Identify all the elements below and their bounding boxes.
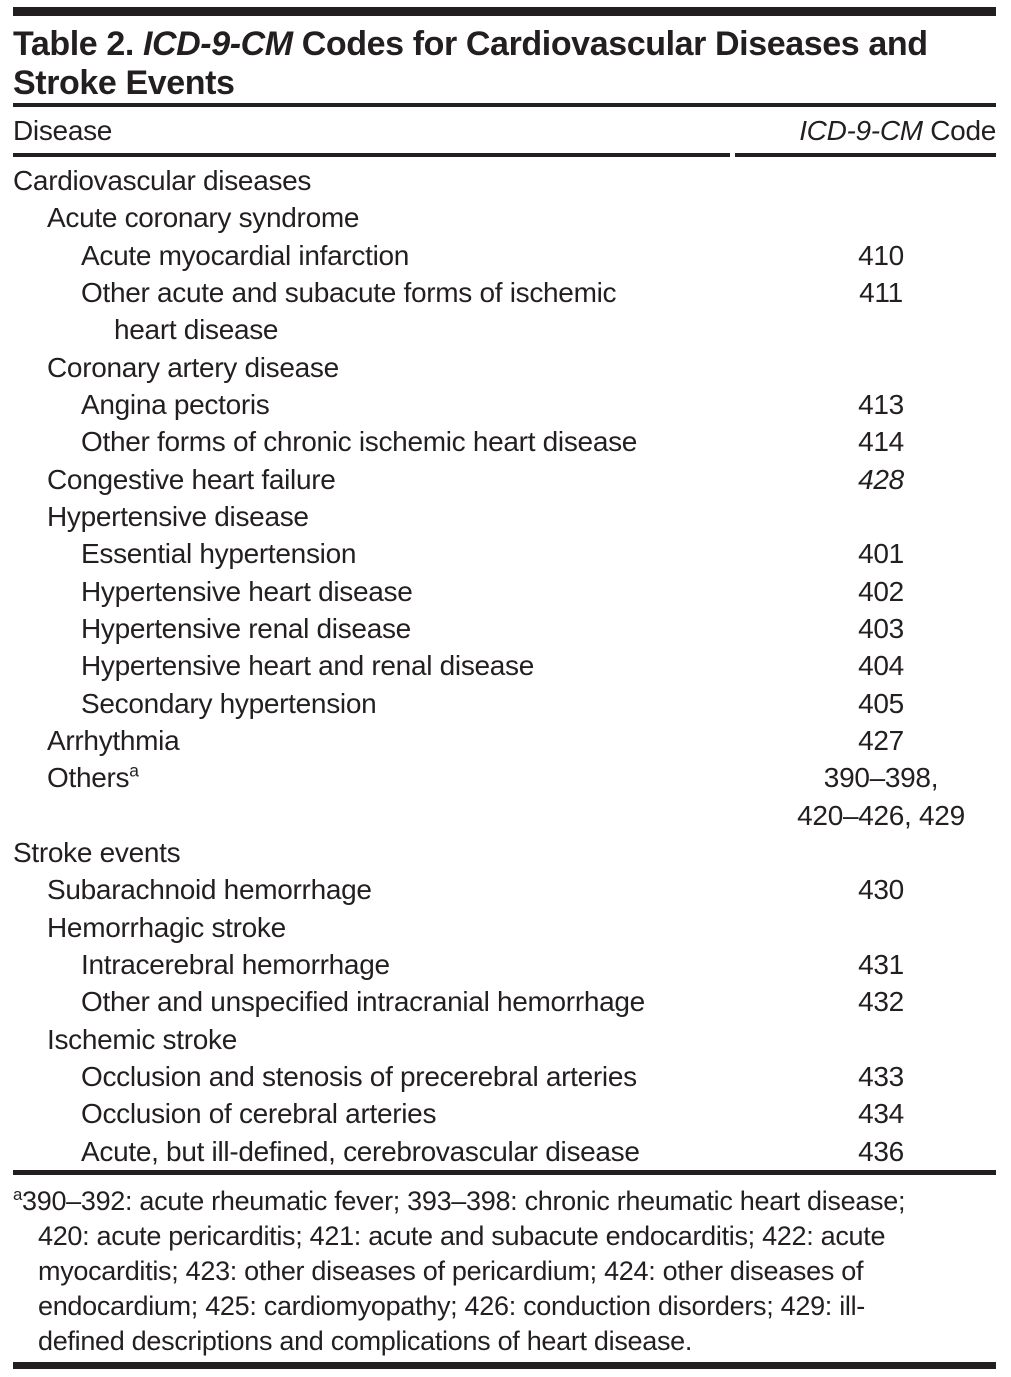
disease-cell	[13, 349, 766, 386]
table-row	[13, 1095, 996, 1132]
code-cell	[766, 610, 996, 647]
table-row	[13, 983, 996, 1020]
icd9-code: 404	[858, 650, 904, 682]
disease-cell	[13, 647, 766, 684]
table-row	[13, 162, 996, 199]
table-row	[13, 274, 996, 349]
icd9-code: 430	[858, 874, 904, 906]
footnote-line: myocarditis; 423: other diseases of pericardium; 424: other diseases of	[38, 1255, 864, 1286]
code-cell	[766, 647, 996, 684]
disease-name: Angina pectoris	[81, 388, 270, 420]
disease-cell	[13, 983, 766, 1020]
disease-cell	[13, 461, 766, 498]
code-cell	[766, 461, 996, 498]
icd9-code: 433	[858, 1060, 904, 1092]
code-cell	[766, 535, 996, 572]
disease-name: Others	[47, 762, 130, 794]
footnote-line: defined descriptions and complications of heart disease.	[38, 1325, 693, 1356]
table-content	[13, 7, 996, 1369]
disease-cell	[13, 722, 766, 759]
icd9-code: 414	[858, 426, 904, 458]
icd9-code: 405	[858, 687, 904, 719]
code-cell	[766, 573, 996, 610]
table-row	[13, 1133, 996, 1170]
table-row	[13, 759, 996, 834]
disease-name: Coronary artery disease	[47, 351, 339, 383]
disease-name: Other and unspecified intracranial hemorrhage	[81, 986, 645, 1018]
icd9-code: 401	[858, 538, 904, 570]
table-title-line1: Table 2. ICD-9-CM Codes for Cardiovascular Diseases and	[13, 25, 928, 63]
disease-name: Congestive heart failure	[47, 463, 336, 495]
disease-cell	[13, 1095, 766, 1132]
code-cell	[766, 685, 996, 722]
icd9-code: 434	[858, 1098, 904, 1130]
table-row	[13, 386, 996, 423]
disease-name: Arrhythmia	[47, 724, 180, 756]
disease-name: Hypertensive renal disease	[81, 612, 411, 644]
disease-cell	[13, 386, 766, 423]
disease-cell	[13, 162, 766, 199]
icd9-code: 403	[858, 612, 904, 644]
disease-name: Occlusion and stenosis of precerebral arteries	[81, 1060, 637, 1092]
rule-under-header-right	[735, 153, 996, 157]
disease-cell	[13, 759, 766, 796]
disease-name: Hemorrhagic stroke	[47, 911, 286, 943]
table-row	[13, 722, 996, 759]
footnote-line: endocardium; 425: cardiomyopathy; 426: conduction disorders; 429: ill-	[38, 1290, 865, 1321]
table-row	[13, 349, 996, 386]
code-cell	[766, 983, 996, 1020]
table-row	[13, 1021, 996, 1058]
disease-name: Secondary hypertension	[81, 687, 377, 719]
icd9-code: 427	[858, 724, 904, 756]
column-headers	[13, 107, 996, 153]
disease-name: Hypertensive heart disease	[81, 575, 413, 607]
table-title-line2: Stroke Events	[13, 64, 235, 102]
table-row	[13, 199, 996, 236]
icd9-code: 432	[858, 986, 904, 1018]
footnote	[13, 1175, 996, 1359]
code-cell	[766, 237, 996, 274]
disease-name: Cardiovascular diseases	[13, 165, 312, 196]
disease-name: Intracerebral hemorrhage	[81, 948, 390, 980]
top-rule	[13, 7, 996, 16]
table-row	[13, 423, 996, 460]
disease-column-header: Disease	[13, 115, 113, 146]
disease-name: Other acute and subacute forms of ischemic	[81, 276, 617, 308]
disease-cell	[13, 199, 766, 236]
code-cell	[766, 423, 996, 460]
table-body	[13, 157, 996, 1170]
table-row	[13, 461, 996, 498]
footnote-line: $^a$390–392: acute rheumatic fever; 393–398: chronic rheumatic heart disease;	[13, 1184, 906, 1216]
title-italic-term: ICD-9-CM	[142, 25, 293, 63]
disease-cell	[13, 834, 766, 871]
icd9-code: 431	[858, 948, 904, 980]
disease-cell	[13, 498, 766, 535]
table-row	[13, 647, 996, 684]
disease-name: Hypertensive disease	[47, 500, 309, 532]
disease-name: Acute, but ill-defined, cerebrovascular disease	[81, 1135, 640, 1167]
icd9-code: 428	[858, 463, 904, 495]
code-cell	[766, 386, 996, 423]
table-title	[13, 25, 996, 103]
code-column-header: ICD-9-CM Code	[799, 115, 996, 146]
icd9-code-continuation: 420–426, 429	[797, 799, 965, 831]
table-row	[13, 573, 996, 610]
code-cell	[766, 1095, 996, 1132]
disease-name-continuation: heart disease	[114, 314, 279, 346]
icd9-code: 410	[858, 239, 904, 271]
table-row	[13, 610, 996, 647]
disease-cell	[13, 909, 766, 946]
disease-name: Occlusion of cerebral arteries	[81, 1098, 437, 1130]
code-cell	[766, 759, 996, 834]
table-row	[13, 498, 996, 535]
disease-name: Acute myocardial infarction	[81, 239, 410, 271]
disease-cell	[13, 237, 766, 274]
disease-name: Subarachnoid hemorrhage	[47, 874, 372, 906]
disease-cell	[13, 1133, 766, 1170]
disease-cell	[13, 610, 766, 647]
code-cell	[766, 946, 996, 983]
rule-under-header-left	[13, 153, 730, 157]
disease-name: Essential hypertension	[81, 538, 357, 570]
disease-cell	[13, 946, 766, 983]
disease-cell	[13, 423, 766, 460]
disease-cell	[13, 1021, 766, 1058]
footnote-line: 420: acute pericarditis; 421: acute and subacute endocarditis; 422: acute	[38, 1220, 886, 1251]
footnote-marker: a	[129, 760, 139, 781]
table-row	[13, 909, 996, 946]
disease-cell	[13, 1058, 766, 1095]
disease-cell	[13, 685, 766, 722]
bottom-rule	[13, 1362, 996, 1369]
code-cell	[766, 1133, 996, 1170]
disease-name: Other forms of chronic ischemic heart disease	[81, 426, 638, 458]
table-row	[13, 237, 996, 274]
icd9-code: 413	[858, 388, 904, 420]
table-row	[13, 535, 996, 572]
disease-name: Ischemic stroke	[47, 1023, 237, 1055]
code-cell	[766, 274, 996, 311]
table-row	[13, 1058, 996, 1095]
table-row	[13, 834, 996, 871]
code-cell	[766, 1058, 996, 1095]
disease-cell	[13, 535, 766, 572]
disease-name: Stroke events	[13, 836, 181, 868]
disease-name: Hypertensive heart and renal disease	[81, 650, 535, 682]
code-cell	[766, 871, 996, 908]
icd9-code: 436	[858, 1135, 904, 1167]
disease-name: Acute coronary syndrome	[47, 202, 360, 234]
disease-cell	[13, 871, 766, 908]
disease-cell	[13, 274, 766, 349]
table-row	[13, 871, 996, 908]
icd9-code: 402	[858, 575, 904, 607]
icd9-code: 411	[859, 276, 903, 308]
table-row	[13, 685, 996, 722]
table-row	[13, 946, 996, 983]
icd9-code: 390–398,	[823, 762, 939, 794]
footnote-marker: a	[13, 1184, 23, 1204]
rule-under-header	[13, 153, 996, 157]
disease-cell	[13, 573, 766, 610]
code-cell	[766, 722, 996, 759]
